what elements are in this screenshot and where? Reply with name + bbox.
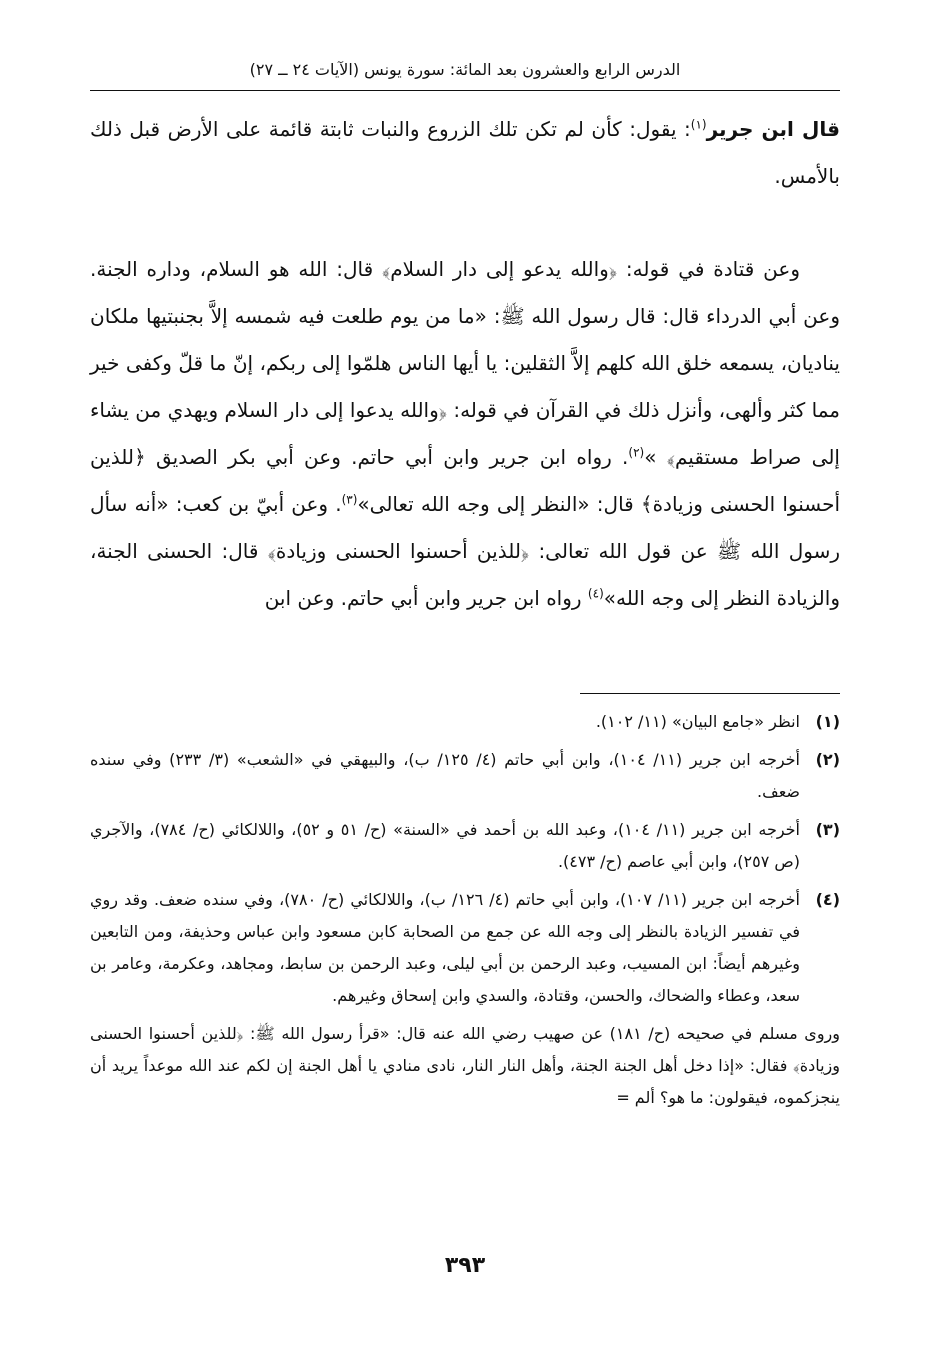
paragraph-text-3: . وعن أبيّ بن كعب: «أنه سأل رسول الله ﷺ عن قول الله تعالى: ﴿للذين أحسنوا الحسنى وزيادة﴾ قال: الحسنى الجنة، والزيادة النظر إلى وجه الله» [90, 492, 840, 610]
footnotes [90, 706, 840, 1114]
footnote-ref-1[interactable]: (١) [690, 117, 707, 132]
header-rule [90, 90, 840, 91]
footnote-number: (٣) [815, 820, 840, 839]
footnote-text: أخرجه ابن جرير (١١/ ١٠٧)، وابن أبي حاتم (٤/ ١٢٦/ ب)، واللالكائي (ح/ ٧٨٠)، وفي سنده ضعف. وقد روي في تفسير الزيادة بالنظر إلى وجه الله عن جمع من الصحابة كابن مسعود وابن عباس وحذيفة، ومن التابعين وغيرهم أيضاً: ابن المسيب، وعبد الرحمن بن أبي ليلى، وعبد الرحمن بن سابط، ومجاهد، وعكرمة، وعامر بن سعد، وعطاء والضحاك، والحسن، وقتادة، والسدي وابن إسحاق وغيرهم. [90, 890, 800, 1005]
book-page [90, 48, 840, 1318]
paragraph-text-4: رواه ابن جرير وابن أبي حاتم. وعن ابن [264, 586, 588, 610]
footnote-ref-3[interactable]: (٣) [341, 492, 358, 507]
page-number: ٣٩٣ [444, 1253, 486, 1278]
speaker-name: قال ابن جرير [706, 117, 840, 141]
footnote-number: (١) [815, 712, 840, 731]
paragraph-text-2: . رواه ابن جرير وابن أبي حاتم. وعن أبي بكر الصديق ﴿للذين أحسنوا الحسنى وزيادة﴾ قال: «النظر إلى وجه الله تعالى» [90, 445, 840, 516]
footnote-1 [90, 706, 840, 738]
footnote-text: انظر «جامع البيان» (١١/ ١٠٢). [595, 712, 800, 731]
footnote-continuation: وروى مسلم في صحيحه (ح/ ١٨١) عن صهيب رضي الله عنه قال: «قرأ رسول الله ﷺ: ﴿للذين أحسنوا الحسنى وزيادة﴾ فقال: «إذا دخل أهل الجنة الجنة، وأهل النار النار، نادى منادي يا أهل الجنة إن لكم عند الله موعداً يريد أن ينجزكموه، فيقولون: ما هو؟ ألم = [90, 1024, 840, 1107]
paragraph-ibn-jarir [90, 106, 840, 200]
footnote-3 [90, 814, 840, 878]
footnote-text: أخرجه ابن جرير (١١/ ١٠٤)، وابن أبي حاتم (٤/ ١٢٥/ ب)، والبيهقي في «الشعب» (٣/ ٢٣٣) وفي سنده ضعف. [90, 750, 801, 801]
main-text [90, 106, 840, 622]
footnote-ref-2[interactable]: (٢) [628, 445, 645, 460]
footnote-ref-4[interactable]: (٤) [587, 586, 604, 601]
paragraph-qatada [90, 246, 840, 622]
footnote-text: أخرجه ابن جرير (١١/ ١٠٤)، وعبد الله بن أحمد في «السنة» (ح/ ٥١ و ٥٢)، واللالكائي (ح/ ٧٨٤)، والآجري (ص ٢٥٧)، وابن أبي عاصم (ح/ ٤٧٣). [90, 820, 800, 871]
paragraph-text: وعن قتادة في قوله: ﴿والله يدعو إلى دار السلام﴾ قال: الله هو السلام، وداره الجنة. وعن أبي الدرداء قال: قال رسول الله ﷺ: «ما من يوم طلعت فيه شمسه إلاَّ بجنبتيها ملكان يناديان، يسمعه خلق الله كلهم إلاَّ الثقلين: يا أيها الناس هلمّوا إلى ربكم، إنّ ما قلّ وكفى خير مما كثر وألهى، وأنزل ذلك في القرآن في قوله: ﴿والله يدعوا إلى دار السلام ويهدي من يشاء إلى صراط مستقيم﴾ » [90, 257, 840, 469]
paragraph-text: : يقول: كأن لم تكن تلك الزروع والنبات ثابتة قائمة على الأرض قبل ذلك بالأمس. [90, 117, 840, 188]
running-header: الدرس الرابع والعشرون بعد المائة: سورة يونس (الآيات ٢٤ ــ ٢٧) [249, 60, 681, 79]
footnote-2 [90, 744, 840, 808]
footnote-number: (٢) [815, 750, 840, 769]
footnote-number: (٤) [815, 890, 840, 909]
footnote-4 [90, 884, 840, 1012]
footnote-separator [580, 693, 840, 694]
